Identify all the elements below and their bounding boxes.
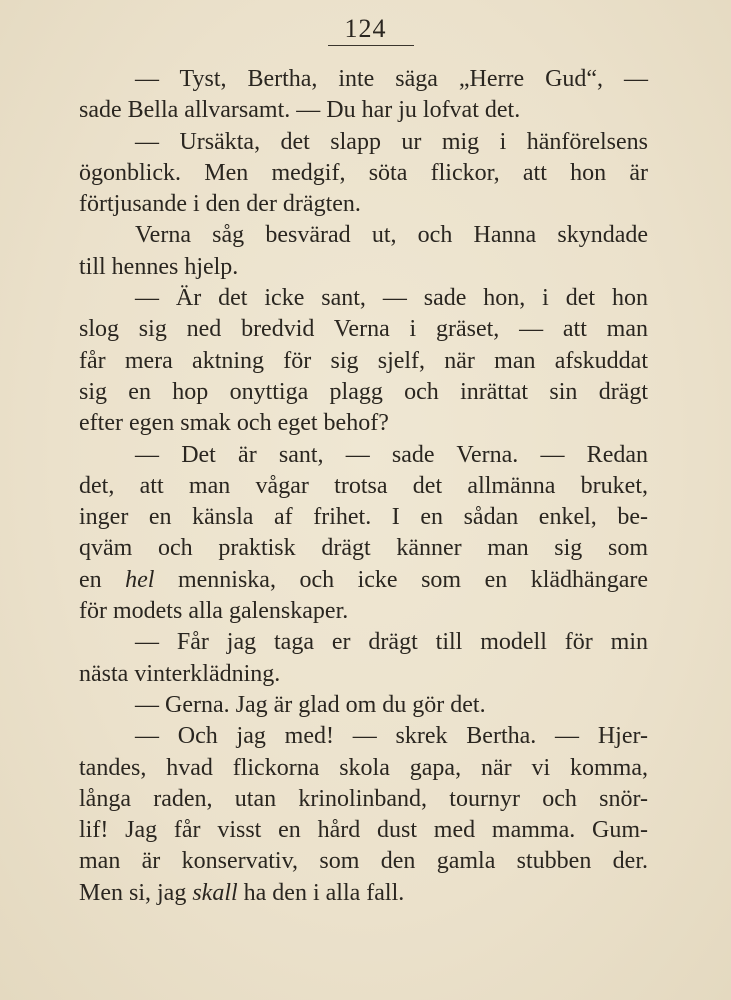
text-line: det, att man vågar trotsa det allmänna bruket, bbox=[79, 472, 648, 499]
text-line: man är konservativ, som den gamla stubben der. bbox=[79, 848, 648, 875]
text-line: sade Bella allvarsamt. — Du har ju lofvat det. bbox=[79, 97, 521, 124]
text-line: sig en hop onyttiga plagg och inrättat sin drägt bbox=[79, 378, 648, 405]
text-line: — Och jag med! — skrek Bertha. — Hjer- bbox=[135, 723, 648, 750]
italic-word: skall bbox=[192, 879, 238, 906]
text-line: — Är det icke sant, — sade hon, i det hon bbox=[135, 285, 648, 312]
text-line: — Får jag taga er drägt till modell för min bbox=[135, 629, 648, 656]
body-text bbox=[79, 64, 648, 909]
text-line: tandes, hvad flickorna skola gapa, när vi komma, bbox=[79, 754, 648, 781]
text-line: slog sig ned bredvid Verna i gräset, — att man bbox=[79, 316, 648, 343]
text-line: ögonblick. Men medgif, söta flickor, att hon är bbox=[79, 159, 648, 186]
text-line: för modets alla galenskaper. bbox=[79, 598, 349, 625]
text-segment: menniska, och icke som en klädhängare bbox=[154, 566, 648, 593]
text-line: inger en känsla af frihet. I en sådan enkel, be- bbox=[79, 504, 648, 531]
text-line: till hennes hjelp. bbox=[79, 253, 239, 280]
text-line: — Det är sant, — sade Verna. — Redan bbox=[135, 441, 648, 468]
italic-word: hel bbox=[125, 566, 155, 593]
page-number: 124 bbox=[344, 14, 387, 43]
text-line: får mera aktning för sig sjelf, när man afskuddat bbox=[79, 347, 648, 374]
text-line: qväm och praktisk drägt känner man sig som bbox=[79, 535, 648, 562]
text-line bbox=[79, 878, 648, 909]
text-line bbox=[79, 565, 648, 596]
text-line: Verna såg besvärad ut, och Hanna skyndade bbox=[135, 222, 648, 249]
text-line: lif! Jag får visst en hård dust med mamma. Gum- bbox=[79, 817, 648, 844]
text-line: nästa vinterklädning. bbox=[79, 660, 281, 687]
text-segment: Men si, jag bbox=[79, 879, 193, 906]
header-rule bbox=[328, 45, 414, 46]
text-line: långa raden, utan krinolinband, tournyr och snör- bbox=[79, 785, 648, 812]
text-segment: ha den i alla fall. bbox=[237, 879, 405, 906]
text-segment: en bbox=[79, 566, 126, 593]
text-line: — Tyst, Bertha, inte säga „Herre Gud“, — bbox=[135, 66, 648, 92]
text-line: — Gerna. Jag är glad om du gör det. bbox=[135, 691, 486, 718]
text-line: efter egen smak och eget behof? bbox=[79, 410, 389, 437]
text-line: förtjusande i den der drägten. bbox=[79, 191, 361, 218]
text-line: — Ursäkta, det slapp ur mig i hänförelsens bbox=[135, 128, 648, 155]
